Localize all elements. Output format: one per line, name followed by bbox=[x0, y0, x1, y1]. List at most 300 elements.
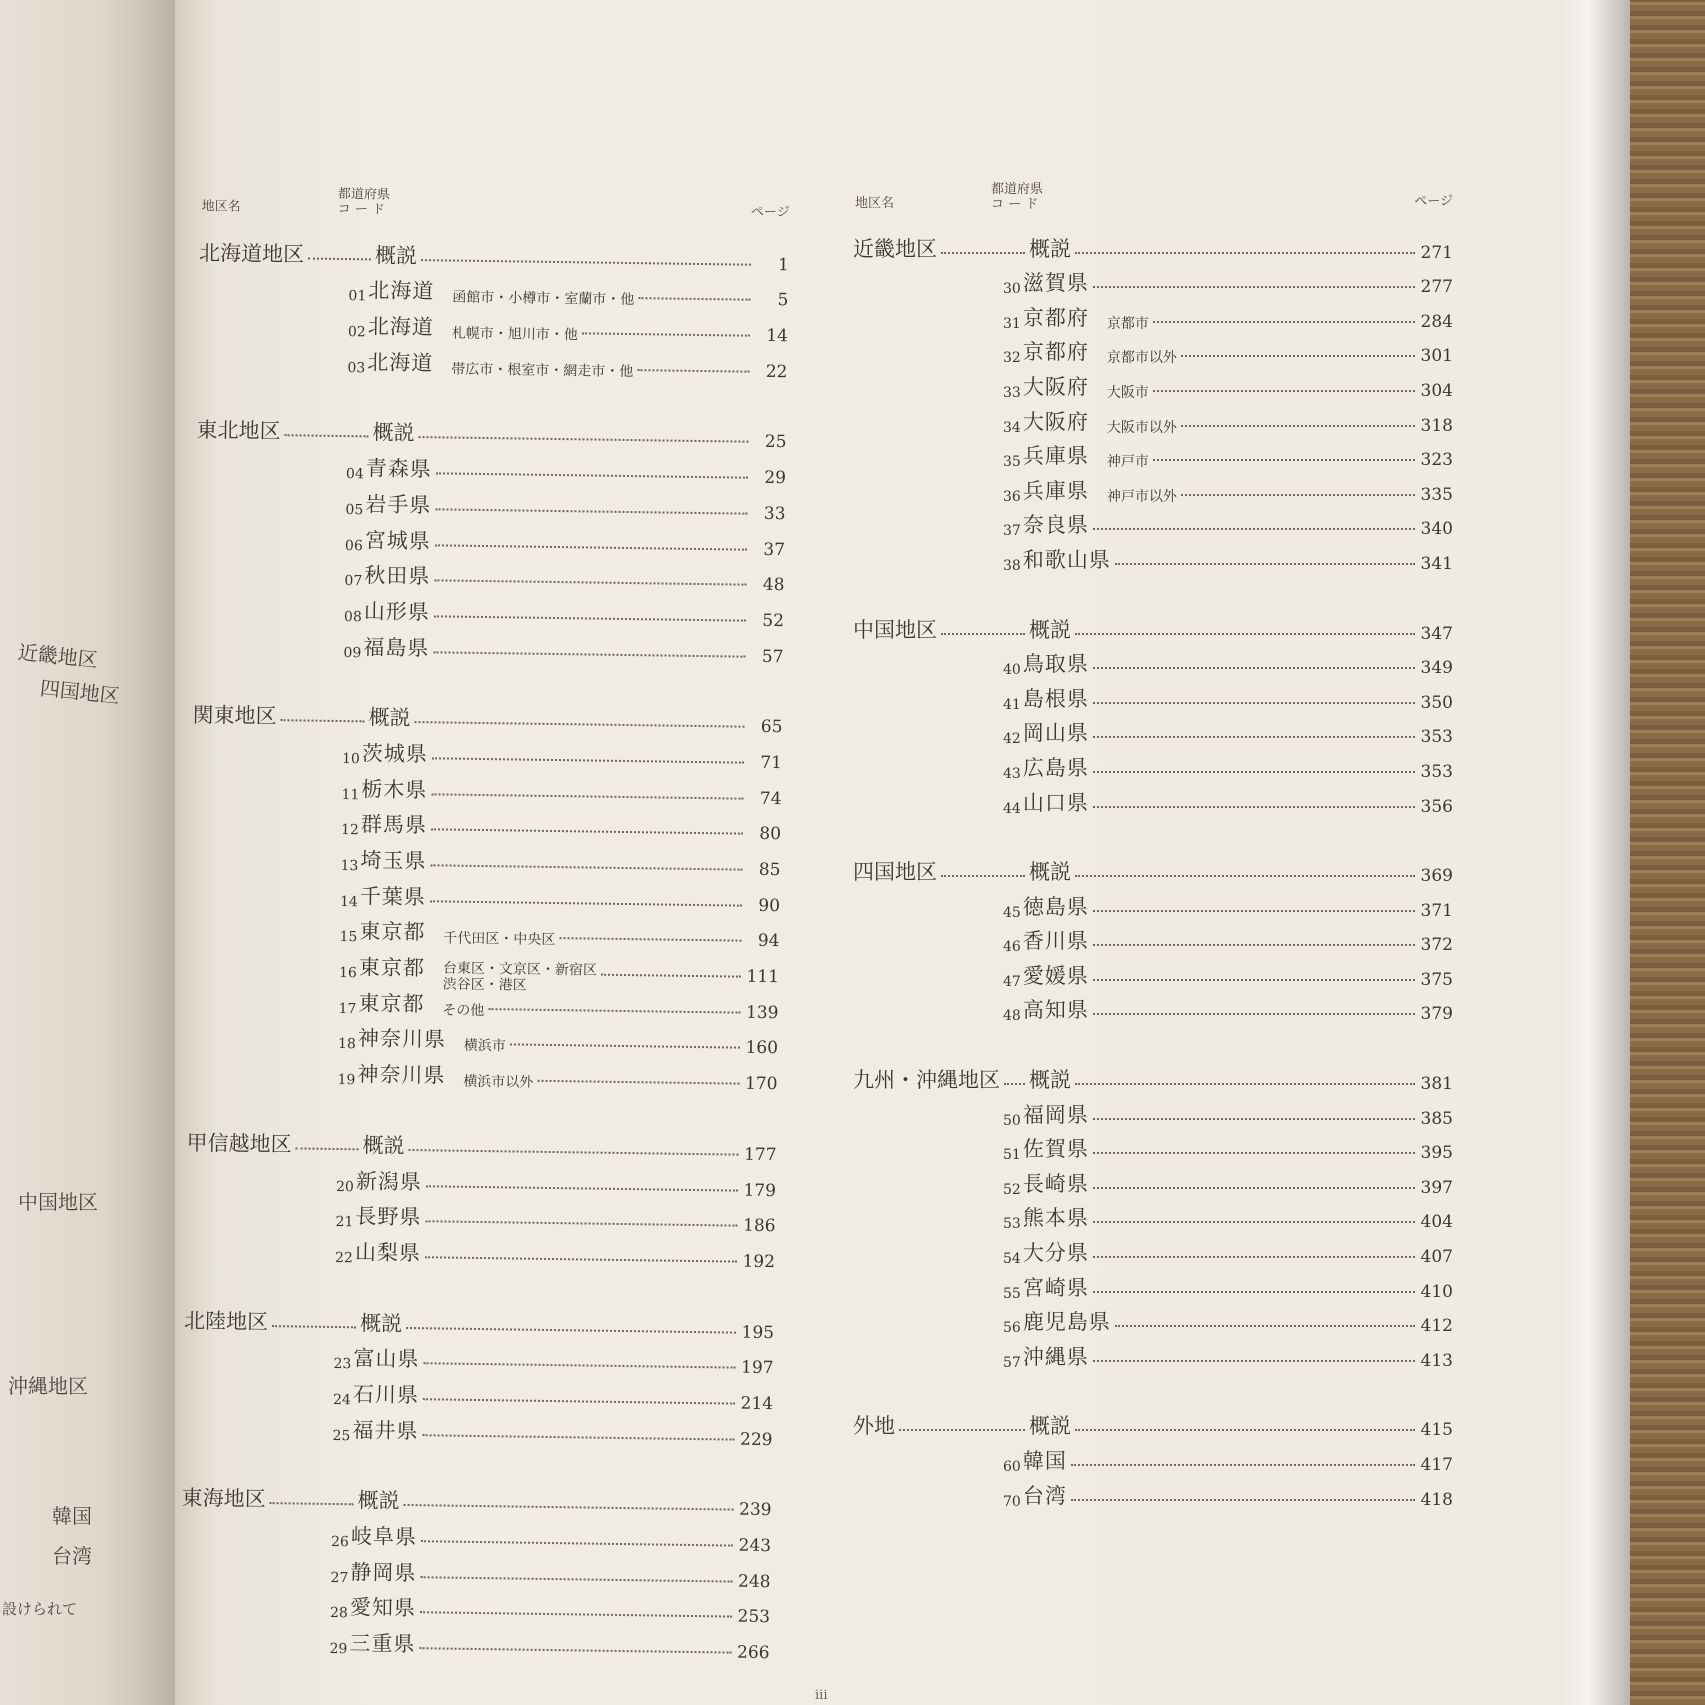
facing-fragment: 近畿地区 bbox=[16, 639, 99, 673]
page-number: 179 bbox=[743, 1180, 777, 1201]
header-region: 地区名 bbox=[201, 199, 241, 215]
prefecture-code: 53 bbox=[1003, 1216, 1021, 1233]
page-number: 5 bbox=[777, 290, 789, 311]
prefecture-code: 25 bbox=[332, 1427, 351, 1444]
overview-label: 概説 bbox=[1029, 617, 1071, 642]
leader-dots bbox=[1075, 1083, 1415, 1085]
sub-area-line: 台東区・文京区・新宿区 bbox=[442, 960, 598, 979]
prefecture-name: 高知県 bbox=[1022, 998, 1089, 1023]
toc-entry-row[interactable] bbox=[853, 1232, 1453, 1267]
section-gap bbox=[853, 1024, 1453, 1059]
column-header bbox=[853, 182, 1453, 228]
prefecture-code: 42 bbox=[1003, 731, 1021, 748]
header-page: ページ bbox=[1414, 194, 1453, 209]
toc-entry-row[interactable] bbox=[853, 1336, 1453, 1371]
sub-area-line: 京都市以外 bbox=[1106, 350, 1177, 367]
leader-dots bbox=[435, 508, 747, 514]
prefecture-name: 宮城県 bbox=[364, 527, 432, 553]
prefecture-name: 愛知県 bbox=[349, 1595, 417, 1621]
sub-area-line: 大阪市 bbox=[1106, 384, 1149, 401]
leader-dots bbox=[270, 1502, 354, 1505]
page-number: 253 bbox=[737, 1607, 771, 1628]
page-folio: iii bbox=[815, 1688, 828, 1703]
leader-dots bbox=[1153, 390, 1415, 392]
page-number: 415 bbox=[1420, 1420, 1453, 1441]
facing-fragment: 台湾 bbox=[52, 1544, 92, 1568]
leader-dots bbox=[1093, 1360, 1415, 1362]
prefecture-name: 東京都 bbox=[359, 919, 426, 945]
toc-entry-row[interactable] bbox=[853, 1440, 1453, 1475]
overview-label: 概説 bbox=[357, 1488, 400, 1514]
toc-section-row[interactable] bbox=[853, 1059, 1453, 1094]
sub-area-line: 大阪市以外 bbox=[1106, 419, 1177, 436]
toc-entry-row[interactable] bbox=[853, 1302, 1453, 1337]
leader-dots bbox=[1075, 1429, 1415, 1431]
page-number: 195 bbox=[741, 1322, 775, 1343]
prefecture-name: 福井県 bbox=[352, 1417, 419, 1443]
prefecture-code: 01 bbox=[348, 288, 367, 305]
overview-label: 概説 bbox=[1029, 1414, 1071, 1439]
region-name: 北陸地区 bbox=[183, 1308, 269, 1334]
toc-entry-row[interactable] bbox=[853, 1267, 1453, 1302]
toc-entry-row[interactable] bbox=[853, 332, 1453, 367]
sub-area-line: 札幌市・旭川市・他 bbox=[451, 325, 578, 344]
section-gap bbox=[853, 1371, 1453, 1406]
leader-dots bbox=[423, 1362, 735, 1368]
toc-entry-row[interactable] bbox=[853, 263, 1453, 298]
prefecture-code: 37 bbox=[1003, 523, 1021, 540]
prefecture-name: 長野県 bbox=[355, 1204, 422, 1230]
prefecture-code: 51 bbox=[1003, 1147, 1021, 1164]
page-number: 404 bbox=[1420, 1212, 1453, 1233]
page-number: 94 bbox=[757, 931, 780, 952]
sub-area bbox=[464, 1038, 506, 1055]
sub-area bbox=[1107, 350, 1177, 366]
prefecture-name: 新潟県 bbox=[355, 1168, 423, 1194]
prefecture-code: 70 bbox=[1003, 1493, 1021, 1510]
sub-area-line: 渋谷区・港区 bbox=[442, 976, 527, 994]
prefecture-name: 長崎県 bbox=[1022, 1171, 1089, 1196]
sub-area bbox=[463, 1074, 533, 1091]
prefecture-name: 山形県 bbox=[363, 599, 431, 625]
toc-entry-row[interactable] bbox=[853, 1475, 1453, 1510]
leader-dots bbox=[425, 1256, 737, 1262]
leader-dots bbox=[431, 829, 743, 835]
page-number: 33 bbox=[763, 503, 786, 525]
prefecture-name: 岩手県 bbox=[365, 492, 432, 518]
prefecture-name: 茨城県 bbox=[361, 741, 429, 767]
prefecture-code: 56 bbox=[1003, 1320, 1021, 1337]
page-number: 90 bbox=[758, 895, 781, 916]
leader-dots bbox=[1071, 1464, 1415, 1466]
prefecture-name: 神奈川県 bbox=[357, 1026, 447, 1052]
prefecture-name: 京都府 bbox=[1022, 305, 1089, 330]
header-code bbox=[991, 182, 1043, 212]
prefecture-name: 北海道 bbox=[368, 278, 435, 304]
page-edge bbox=[1560, 0, 1630, 1705]
leader-dots bbox=[404, 1504, 734, 1511]
leader-dots bbox=[308, 257, 371, 260]
leader-dots bbox=[1181, 355, 1415, 357]
facing-fragment: 沖縄地区 bbox=[8, 1374, 88, 1398]
prefecture-name: 鹿児島県 bbox=[1022, 1310, 1111, 1335]
toc-section-row[interactable] bbox=[853, 609, 1453, 644]
prefecture-code: 13 bbox=[340, 858, 359, 875]
leader-dots bbox=[406, 1327, 736, 1334]
prefecture-code: 47 bbox=[1003, 973, 1021, 990]
toc-entry-row[interactable] bbox=[853, 401, 1453, 436]
prefecture-code: 12 bbox=[340, 822, 359, 839]
toc-entry-row[interactable] bbox=[853, 955, 1453, 990]
prefecture-code: 50 bbox=[1003, 1112, 1021, 1129]
toc-entry-row[interactable] bbox=[853, 1094, 1453, 1129]
prefecture-name: 香川県 bbox=[1022, 929, 1089, 954]
page-number: 356 bbox=[1420, 796, 1453, 817]
sub-area bbox=[443, 931, 555, 949]
page-number: 353 bbox=[1420, 761, 1453, 782]
prefecture-code: 55 bbox=[1003, 1285, 1021, 1302]
page-number: 318 bbox=[1420, 415, 1453, 436]
leader-dots bbox=[1093, 806, 1415, 808]
sub-area-line: 横浜市以外 bbox=[463, 1073, 534, 1091]
prefecture-code: 07 bbox=[344, 573, 363, 590]
page-number: 379 bbox=[1420, 1004, 1453, 1025]
prefecture-code: 32 bbox=[1003, 350, 1021, 367]
leader-dots bbox=[941, 875, 1025, 877]
leader-dots bbox=[637, 369, 749, 373]
prefecture-code: 06 bbox=[344, 537, 363, 554]
leader-dots bbox=[434, 579, 746, 585]
prefecture-code: 18 bbox=[337, 1036, 356, 1053]
prefecture-code: 21 bbox=[335, 1214, 354, 1231]
prefecture-name: 山口県 bbox=[1022, 790, 1089, 815]
leader-dots bbox=[1093, 667, 1415, 669]
toc-entry-row[interactable] bbox=[853, 539, 1453, 574]
prefecture-name: 熊本県 bbox=[1022, 1206, 1089, 1231]
sub-area-line: 千代田区・中央区 bbox=[443, 930, 556, 949]
leader-dots bbox=[1075, 252, 1415, 254]
prefecture-code: 45 bbox=[1003, 904, 1021, 921]
prefecture-code: 43 bbox=[1003, 765, 1021, 782]
leader-dots bbox=[1153, 459, 1415, 461]
leader-dots bbox=[1071, 1499, 1415, 1501]
toc-entry-row[interactable] bbox=[853, 505, 1453, 540]
region-name: 九州・沖縄地区 bbox=[853, 1068, 1000, 1093]
page-number: 65 bbox=[760, 717, 783, 738]
prefecture-name: 大阪府 bbox=[1022, 374, 1089, 399]
page-number: 413 bbox=[1420, 1350, 1453, 1371]
toc-section-row[interactable] bbox=[853, 228, 1453, 263]
toc-entry-row[interactable] bbox=[853, 1129, 1453, 1164]
prefecture-name: 栃木県 bbox=[361, 776, 428, 802]
leader-dots bbox=[296, 1147, 359, 1150]
toc-entry-row[interactable] bbox=[853, 436, 1453, 471]
sub-area-line: 帯広市・根室市・網走市・他 bbox=[451, 361, 634, 380]
page-number: 186 bbox=[742, 1215, 776, 1237]
toc-entry-row[interactable] bbox=[853, 1198, 1453, 1233]
leader-dots bbox=[510, 1044, 740, 1049]
sub-area bbox=[442, 1002, 484, 1019]
region-name: 東海地区 bbox=[181, 1486, 266, 1512]
page-number: 381 bbox=[1420, 1074, 1453, 1095]
prefecture-code: 19 bbox=[337, 1072, 356, 1089]
page-number: 197 bbox=[740, 1357, 774, 1379]
leader-dots bbox=[941, 633, 1025, 635]
facing-fragment: 中国地区 bbox=[18, 1190, 98, 1214]
leader-dots bbox=[1093, 1152, 1415, 1154]
leader-dots bbox=[638, 298, 750, 302]
leader-dots bbox=[582, 332, 750, 336]
toc-entry-row[interactable] bbox=[853, 713, 1453, 748]
section-gap bbox=[853, 817, 1453, 852]
leader-dots bbox=[409, 1149, 739, 1156]
prefecture-name: 兵庫県 bbox=[1022, 444, 1089, 469]
leader-dots bbox=[431, 793, 743, 799]
page-number: 349 bbox=[1420, 658, 1453, 679]
sub-area-line: 函館市・小樽市・室蘭市・他 bbox=[452, 289, 635, 309]
sub-area-line: 京都市 bbox=[1106, 315, 1149, 332]
leader-dots bbox=[422, 1434, 734, 1440]
leader-dots bbox=[426, 1185, 738, 1191]
sub-area-line: 神戸市 bbox=[1106, 454, 1149, 471]
page-number: 350 bbox=[1420, 692, 1453, 713]
toc-right-column bbox=[853, 182, 1453, 1510]
prefecture-code: 04 bbox=[345, 466, 364, 483]
region-name: 東北地区 bbox=[196, 418, 281, 444]
region-name: 外地 bbox=[853, 1414, 895, 1439]
page-number: 57 bbox=[761, 646, 784, 667]
prefecture-name: 東京都 bbox=[358, 991, 425, 1016]
leader-dots bbox=[420, 1576, 732, 1582]
leader-dots bbox=[284, 435, 368, 438]
toc-entry-row[interactable] bbox=[853, 678, 1453, 713]
region-name: 四国地区 bbox=[853, 860, 937, 885]
prefecture-name: 富山県 bbox=[353, 1346, 420, 1372]
prefecture-name: 三重県 bbox=[349, 1631, 416, 1657]
leader-dots bbox=[430, 900, 742, 906]
prefecture-name: 静岡県 bbox=[350, 1559, 417, 1585]
overview-label: 概説 bbox=[1029, 236, 1071, 261]
leader-dots bbox=[423, 1398, 735, 1404]
page-number: 25 bbox=[764, 432, 787, 453]
leader-dots bbox=[1093, 1221, 1415, 1223]
page-number: 170 bbox=[744, 1073, 778, 1095]
page-number: 418 bbox=[1420, 1489, 1453, 1510]
toc-section-row[interactable] bbox=[853, 1406, 1453, 1441]
leader-dots bbox=[1181, 425, 1415, 427]
prefecture-code: 60 bbox=[1003, 1459, 1021, 1475]
page-number: 177 bbox=[743, 1144, 777, 1165]
page-number: 85 bbox=[758, 859, 781, 881]
leader-dots bbox=[1075, 633, 1415, 635]
prefecture-name: 島根県 bbox=[1022, 686, 1089, 711]
prefecture-name: 佐賀県 bbox=[1022, 1137, 1089, 1162]
page-number: 375 bbox=[1420, 969, 1453, 990]
prefecture-name: 福島県 bbox=[363, 634, 430, 660]
toc-entry-row[interactable] bbox=[853, 886, 1453, 921]
leader-dots bbox=[272, 1325, 356, 1328]
page-number: 271 bbox=[1420, 242, 1453, 263]
prefecture-code: 27 bbox=[330, 1569, 349, 1586]
header-code-line2: コ ー ド bbox=[337, 201, 386, 218]
sub-area-line: 神戸市以外 bbox=[1106, 488, 1177, 505]
prefecture-code: 14 bbox=[339, 893, 358, 910]
toc-entry-row[interactable] bbox=[853, 782, 1453, 817]
sub-area bbox=[1107, 316, 1149, 332]
page-number: 52 bbox=[762, 610, 785, 632]
page-number: 239 bbox=[738, 1499, 772, 1521]
leader-dots bbox=[434, 615, 746, 621]
toc-entry-row[interactable] bbox=[853, 747, 1453, 782]
toc-entry-row[interactable] bbox=[853, 644, 1453, 679]
overview-label: 概説 bbox=[368, 705, 411, 731]
sub-area bbox=[443, 961, 597, 995]
page-number: 48 bbox=[762, 575, 785, 596]
prefecture-code: 02 bbox=[347, 324, 366, 341]
prefecture-name: 大分県 bbox=[1022, 1241, 1089, 1266]
leader-dots bbox=[1181, 494, 1415, 496]
header-page: ページ bbox=[750, 204, 790, 221]
page-number: 407 bbox=[1420, 1247, 1453, 1268]
prefecture-name: 広島県 bbox=[1022, 755, 1089, 780]
prefecture-name: 徳島県 bbox=[1022, 894, 1089, 919]
page-number: 229 bbox=[739, 1429, 773, 1450]
toc-section-row[interactable] bbox=[853, 852, 1453, 887]
prefecture-name: 韓国 bbox=[1022, 1449, 1067, 1473]
prefecture-code: 33 bbox=[1003, 384, 1021, 401]
prefecture-name: 福岡県 bbox=[1022, 1102, 1089, 1127]
prefecture-code: 35 bbox=[1003, 454, 1021, 471]
prefecture-name: 奈良県 bbox=[1022, 513, 1089, 538]
prefecture-code: 15 bbox=[339, 929, 358, 946]
page-number: 353 bbox=[1420, 727, 1453, 748]
prefecture-name: 石川県 bbox=[352, 1382, 420, 1408]
prefecture-code: 34 bbox=[1003, 419, 1021, 436]
leader-dots bbox=[1093, 528, 1415, 530]
prefecture-code: 30 bbox=[1003, 281, 1021, 298]
prefecture-code: 48 bbox=[1003, 1008, 1021, 1025]
prefecture-code: 44 bbox=[1003, 800, 1021, 817]
leader-dots bbox=[1115, 563, 1415, 565]
facing-page bbox=[0, 0, 175, 1705]
leader-dots bbox=[430, 864, 742, 870]
page-number: 417 bbox=[1420, 1455, 1453, 1475]
prefecture-name: 台湾 bbox=[1022, 1483, 1067, 1508]
page-number: 266 bbox=[736, 1642, 770, 1664]
leader-dots bbox=[415, 721, 745, 728]
page-number: 71 bbox=[760, 752, 783, 774]
leader-dots bbox=[1093, 910, 1415, 912]
prefecture-code: 54 bbox=[1003, 1251, 1021, 1268]
leader-dots bbox=[1093, 1187, 1415, 1189]
toc-entry-row[interactable] bbox=[853, 1163, 1453, 1198]
toc-entry-row[interactable] bbox=[853, 470, 1453, 505]
page-number: 214 bbox=[740, 1393, 774, 1415]
region-name: 関東地区 bbox=[192, 703, 277, 729]
overview-label: 概説 bbox=[1029, 1068, 1071, 1093]
page-number: 74 bbox=[759, 788, 782, 809]
page-number: 1 bbox=[777, 254, 790, 275]
leader-dots bbox=[899, 1429, 1025, 1431]
prefecture-code: 28 bbox=[329, 1605, 349, 1622]
leader-dots bbox=[1093, 702, 1415, 704]
leader-dots bbox=[432, 757, 744, 763]
toc-left-column bbox=[179, 185, 789, 1663]
sub-area bbox=[452, 290, 634, 309]
sub-area bbox=[1107, 420, 1177, 436]
leader-dots bbox=[1004, 1083, 1025, 1085]
region-name: 中国地区 bbox=[853, 617, 937, 642]
page-number: 385 bbox=[1420, 1108, 1453, 1129]
region-name: 甲信越地区 bbox=[186, 1130, 292, 1157]
prefecture-name: 宮崎県 bbox=[1022, 1275, 1089, 1300]
leader-dots bbox=[425, 1220, 737, 1226]
overview-label: 概説 bbox=[1029, 860, 1071, 885]
page-number: 372 bbox=[1420, 935, 1453, 956]
page-number: 301 bbox=[1420, 346, 1453, 367]
prefecture-code: 29 bbox=[329, 1641, 348, 1658]
prefecture-name: 沖縄県 bbox=[1022, 1344, 1089, 1369]
prefecture-name: 東京都 bbox=[358, 955, 426, 981]
prefecture-code: 36 bbox=[1003, 488, 1021, 505]
leader-dots bbox=[1093, 1256, 1415, 1258]
facing-fragment: 設けられて bbox=[2, 1600, 78, 1618]
facing-fragment: 四国地区 bbox=[38, 675, 121, 709]
leader-dots bbox=[1093, 979, 1415, 981]
prefecture-code: 08 bbox=[343, 608, 362, 626]
page-number: 29 bbox=[764, 468, 787, 489]
region-name: 近畿地区 bbox=[853, 236, 937, 261]
page-number: 80 bbox=[759, 824, 782, 845]
section-gap bbox=[853, 574, 1453, 609]
prefecture-code: 23 bbox=[333, 1356, 352, 1373]
leader-dots bbox=[559, 937, 741, 942]
leader-dots bbox=[1093, 736, 1415, 738]
prefecture-code: 52 bbox=[1003, 1181, 1021, 1198]
prefecture-code: 09 bbox=[343, 644, 362, 661]
toc-entry-row[interactable] bbox=[853, 297, 1453, 332]
column-header bbox=[199, 185, 790, 239]
prefecture-code: 22 bbox=[334, 1249, 353, 1267]
prefecture-code: 11 bbox=[341, 786, 360, 803]
sub-area bbox=[1107, 385, 1149, 401]
leader-dots bbox=[1075, 875, 1415, 877]
page-number: 335 bbox=[1420, 484, 1453, 505]
header-code bbox=[338, 187, 390, 218]
leader-dots bbox=[1093, 944, 1415, 946]
prefecture-name: 岐阜県 bbox=[350, 1524, 418, 1550]
page-number: 340 bbox=[1420, 519, 1453, 540]
prefecture-name: 和歌山県 bbox=[1022, 547, 1111, 572]
toc-entry-row[interactable] bbox=[853, 366, 1453, 401]
toc-entry-row[interactable] bbox=[853, 921, 1453, 956]
page-number: 37 bbox=[763, 539, 786, 560]
leader-dots bbox=[1093, 1291, 1415, 1293]
leader-dots bbox=[436, 472, 748, 478]
page-number: 248 bbox=[737, 1571, 771, 1592]
page-number: 369 bbox=[1420, 866, 1453, 887]
page-number: 347 bbox=[1420, 623, 1453, 644]
page-number: 284 bbox=[1420, 311, 1453, 332]
prefecture-name: 滋賀県 bbox=[1022, 271, 1089, 296]
leader-dots bbox=[537, 1080, 739, 1085]
page-number: 412 bbox=[1420, 1316, 1453, 1337]
toc-entry-row[interactable] bbox=[853, 990, 1453, 1025]
prefecture-name: 群馬県 bbox=[360, 812, 428, 838]
overview-label: 概説 bbox=[372, 420, 415, 446]
leader-dots bbox=[1093, 771, 1415, 773]
header-code-line1: 都道府県 bbox=[991, 182, 1044, 197]
